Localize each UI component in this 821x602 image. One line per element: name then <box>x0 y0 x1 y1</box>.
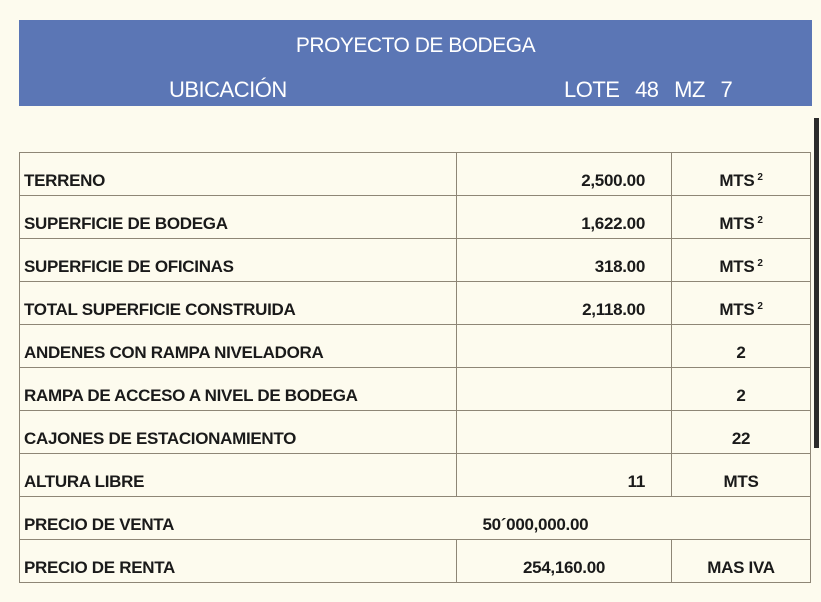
row-label: TERRENO <box>20 153 457 196</box>
row-value <box>457 411 672 454</box>
sale-price-value: 50´000,000.00 <box>457 497 811 540</box>
row-unit <box>672 196 811 239</box>
row-label: ANDENES CON RAMPA NIVELADORA <box>20 325 457 368</box>
row-unit: 2 <box>672 368 811 411</box>
row-label: SUPERFICIE DE BODEGA <box>20 196 457 239</box>
row-value: 2,118.00 <box>457 282 672 325</box>
table-row <box>20 239 811 282</box>
rent-price-value: 254,160.00 <box>457 540 672 583</box>
unit-text: MTS <box>719 257 755 276</box>
rent-price-row <box>20 540 811 583</box>
property-table <box>19 152 811 583</box>
table-row <box>20 454 811 497</box>
row-unit <box>672 282 811 325</box>
sale-price-row <box>20 497 811 540</box>
row-value <box>457 368 672 411</box>
unit-text: MTS <box>719 171 755 190</box>
unit-superscript: 2 <box>757 301 763 312</box>
table-row <box>20 282 811 325</box>
row-label: CAJONES DE ESTACIONAMIENTO <box>20 411 457 454</box>
project-header <box>19 20 812 106</box>
unit-superscript: 2 <box>757 172 763 183</box>
row-unit <box>672 153 811 196</box>
row-unit: MTS <box>672 454 811 497</box>
project-title: PROYECTO DE BODEGA <box>295 34 536 57</box>
sale-price-label: PRECIO DE VENTA <box>20 497 457 540</box>
row-value: 2,500.00 <box>457 153 672 196</box>
table-row <box>20 325 811 368</box>
row-unit: 22 <box>672 411 811 454</box>
row-value: 11 <box>457 454 672 497</box>
location-value: LOTE 48 MZ 7 <box>564 77 733 102</box>
row-label: SUPERFICIE DE OFICINAS <box>20 239 457 282</box>
row-unit <box>672 239 811 282</box>
rent-price-label: PRECIO DE RENTA <box>20 540 457 583</box>
table-row <box>20 368 811 411</box>
unit-text: MTS <box>719 214 755 233</box>
unit-superscript: 2 <box>757 258 763 269</box>
row-label: RAMPA DE ACCESO A NIVEL DE BODEGA <box>20 368 457 411</box>
location-label: UBICACIÓN <box>169 77 287 102</box>
row-value: 1,622.00 <box>457 196 672 239</box>
table-row <box>20 153 811 196</box>
row-value <box>457 325 672 368</box>
table-row <box>20 411 811 454</box>
unit-superscript: 2 <box>757 215 763 226</box>
edge-divider <box>814 118 819 448</box>
row-value: 318.00 <box>457 239 672 282</box>
table-row <box>20 196 811 239</box>
unit-text: MTS <box>719 300 755 319</box>
row-unit: 2 <box>672 325 811 368</box>
row-label: ALTURA LIBRE <box>20 454 457 497</box>
row-label: TOTAL SUPERFICIE CONSTRUIDA <box>20 282 457 325</box>
rent-price-unit: MAS IVA <box>672 540 811 583</box>
